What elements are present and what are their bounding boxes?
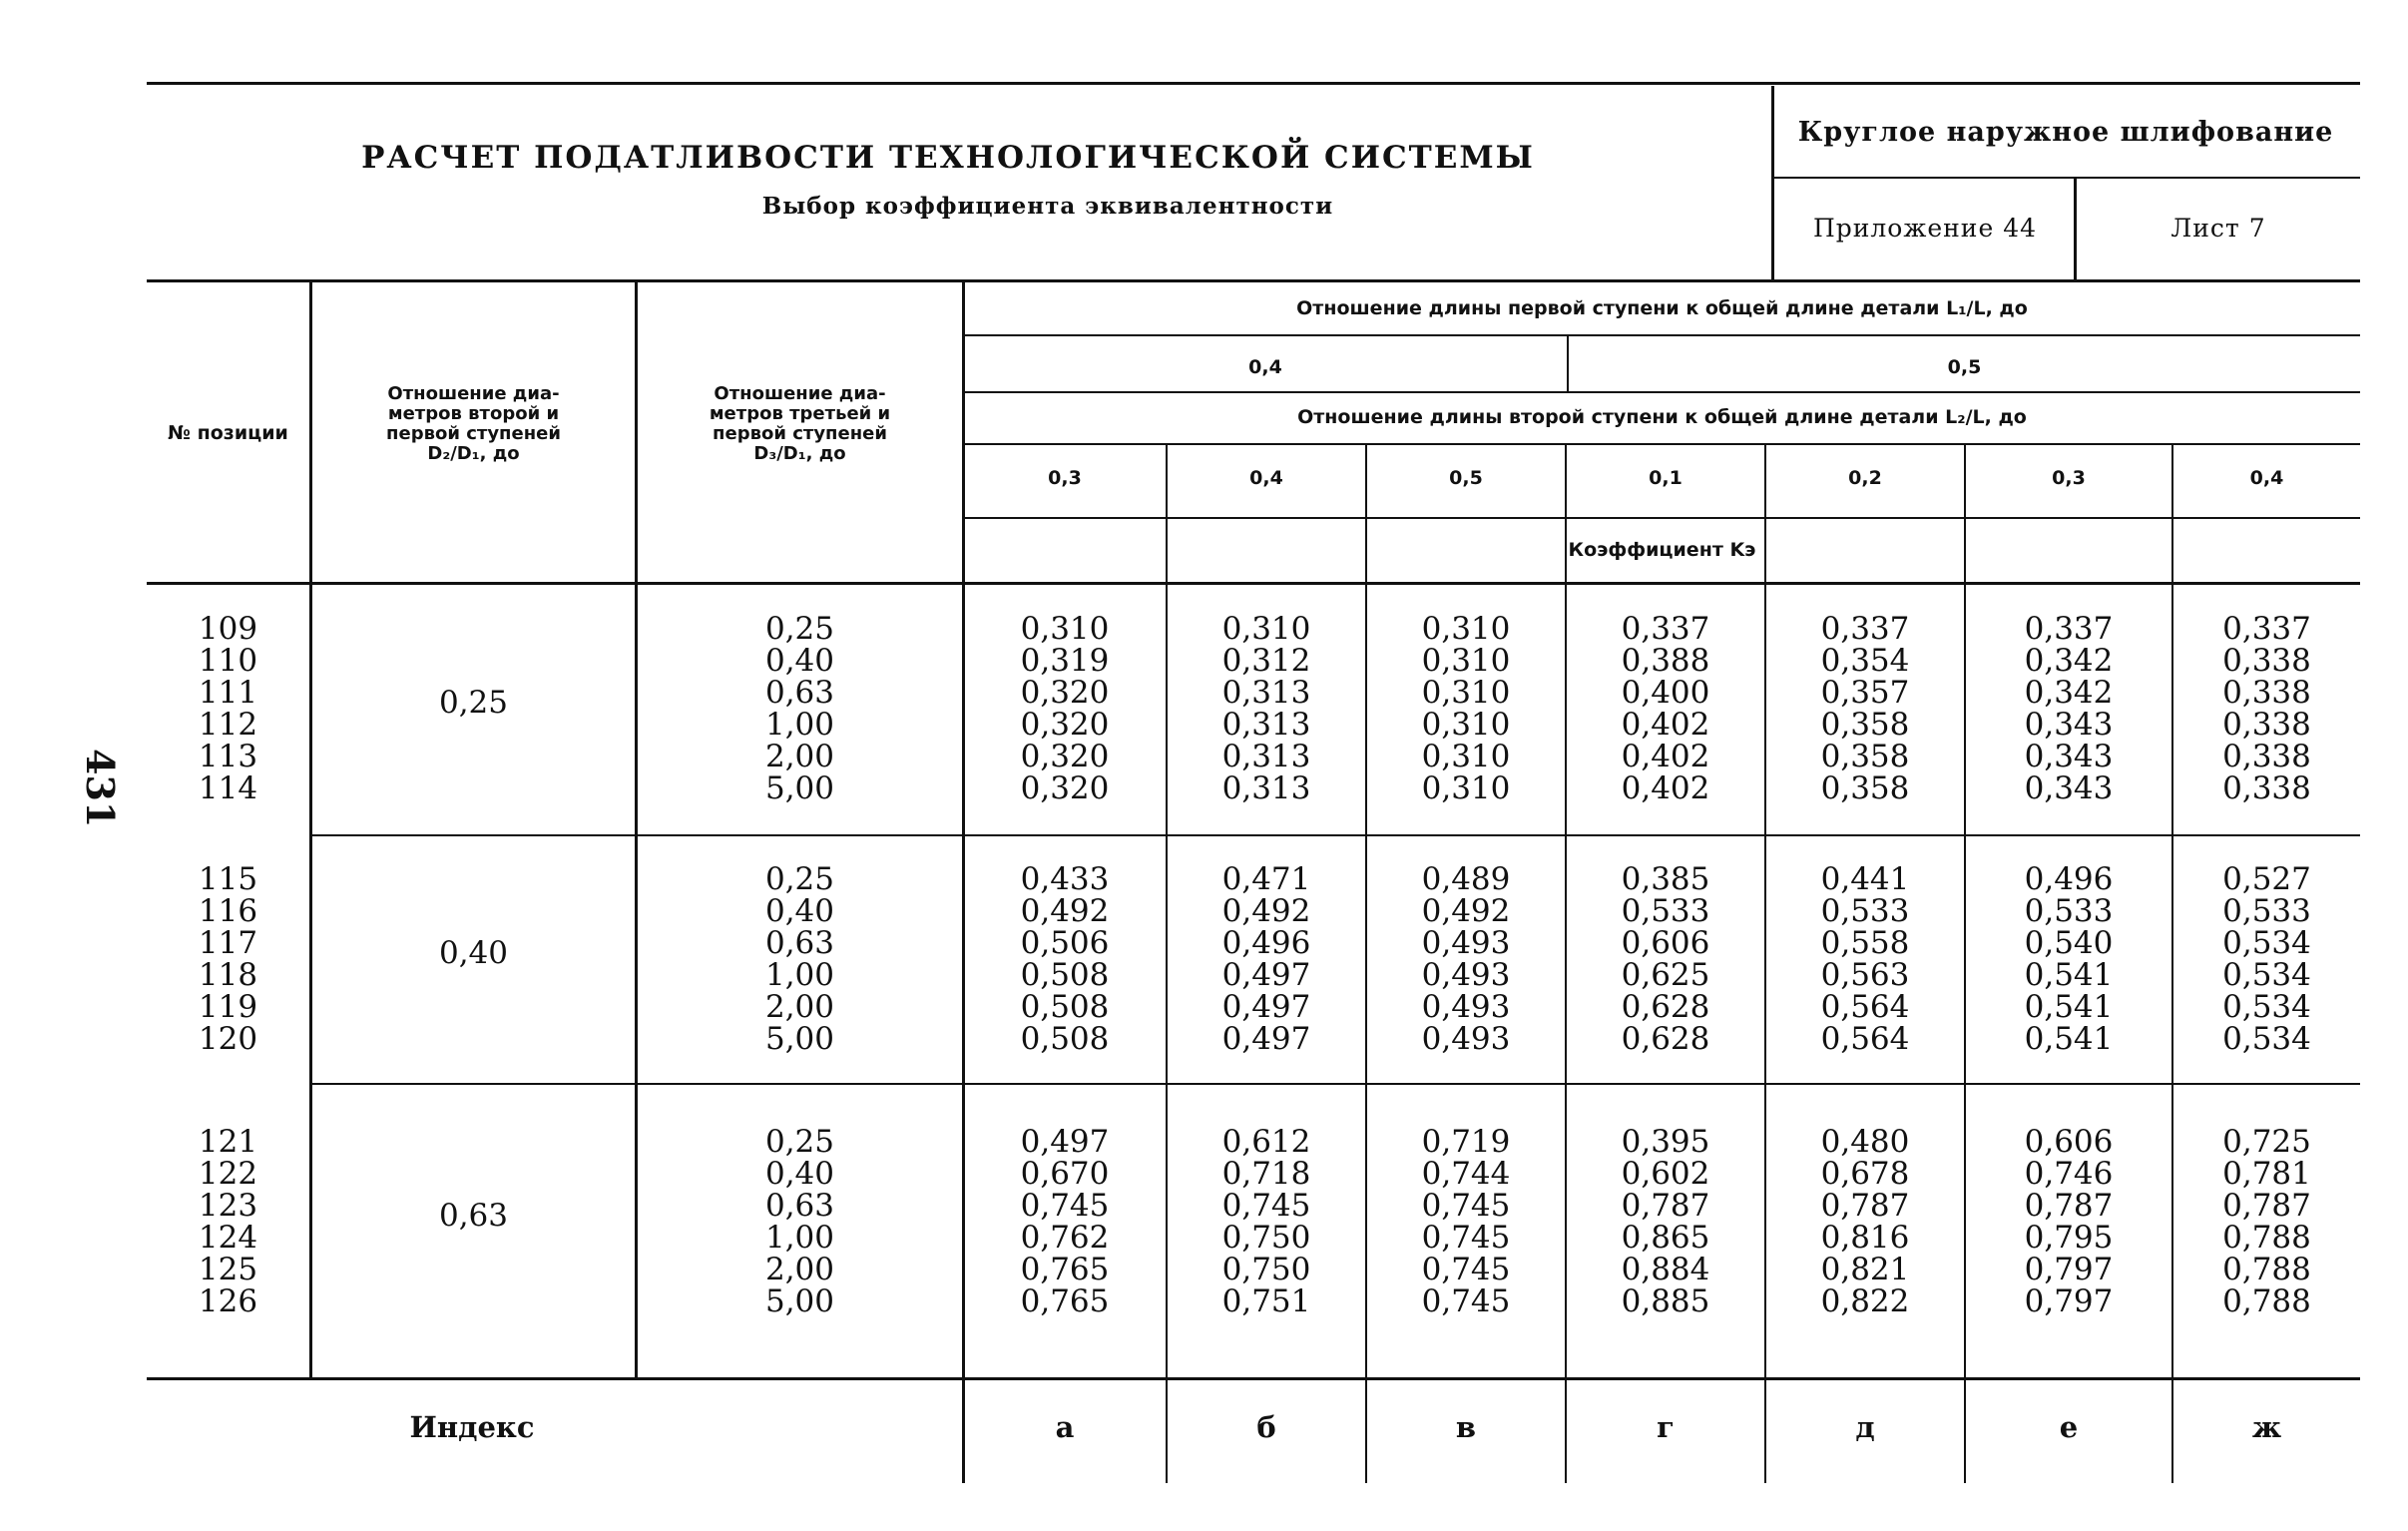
coefficient-cell: 0,788 [2222, 1283, 2311, 1319]
coefficient-cell: 0,337 [2222, 611, 2311, 647]
position-cell: 114 [198, 770, 258, 806]
position-cell: 110 [198, 643, 258, 679]
coefficient-column [1567, 613, 1764, 804]
position-column [147, 863, 309, 1055]
coefficient-column [2173, 613, 2360, 804]
coefficient-cell: 0,797 [2024, 1283, 2114, 1319]
coefficient-cell: 0,744 [1421, 1156, 1511, 1192]
coefficient-cell: 0,342 [2024, 643, 2114, 679]
coefficient-cell: 0,884 [1621, 1252, 1710, 1287]
header-d3d1 [638, 384, 962, 464]
header-d3d1-line-4: D₃/D₁, до [753, 443, 846, 464]
coefficient-cell: 0,395 [1621, 1124, 1710, 1160]
d3d1-cell: 5,00 [764, 1283, 835, 1319]
coefficient-cell: 0,606 [2024, 1124, 2114, 1160]
coefficient-cell: 0,534 [2222, 957, 2311, 993]
coefficient-cell: 0,402 [1621, 707, 1710, 743]
d3d1-column [638, 1126, 962, 1317]
d3d1-cell: 0,63 [764, 925, 835, 961]
d3d1-cell: 0,25 [764, 611, 835, 647]
header-d3d1-line-2: метров третьей и [709, 403, 891, 424]
coefficient-cell: 0,563 [1820, 957, 1910, 993]
coefficient-cell: 0,534 [2222, 1021, 2311, 1057]
d3d1-cell: 0,40 [764, 893, 835, 929]
index-value-6: е [2059, 1410, 2079, 1444]
coefficient-cell: 0,533 [1820, 893, 1910, 929]
coefficient-cell: 0,312 [1221, 643, 1311, 679]
coefficient-cell: 0,612 [1221, 1124, 1311, 1160]
coefficient-cell: 0,354 [1820, 643, 1910, 679]
d3d1-cell: 0,40 [764, 643, 835, 679]
coefficient-column [1567, 863, 1764, 1055]
coefficient-cell: 0,745 [1421, 1220, 1511, 1256]
coefficient-cell: 0,750 [1221, 1252, 1311, 1287]
coefficient-cell: 0,602 [1621, 1156, 1710, 1192]
coefficient-cell: 0,493 [1421, 1021, 1511, 1057]
header-coefficient [964, 539, 2360, 561]
coefficient-cell: 0,750 [1221, 1220, 1311, 1256]
coefficient-cell: 0,310 [1421, 611, 1511, 647]
coefficient-cell: 0,492 [1020, 893, 1110, 929]
d2d1-value: 0,25 [438, 685, 509, 721]
header-l2-value-3: 0,5 [1449, 467, 1483, 489]
coefficient-cell: 0,343 [2024, 739, 2114, 774]
d3d1-cell: 0,40 [764, 1156, 835, 1192]
coefficient-cell: 0,433 [1020, 861, 1110, 897]
coefficient-column [964, 1126, 1166, 1317]
coefficient-cell: 0,358 [1820, 739, 1910, 774]
coefficient-cell: 0,719 [1421, 1124, 1511, 1160]
index-value-1: а [1055, 1410, 1075, 1444]
coefficient-cell: 0,320 [1020, 707, 1110, 743]
position-cell: 121 [198, 1124, 258, 1160]
position-cell: 123 [198, 1188, 258, 1224]
header-d3d1-line-3: первой ступеней [713, 423, 887, 444]
coefficient-cell: 0,320 [1020, 675, 1110, 711]
coefficient-cell: 0,541 [2024, 1021, 2114, 1057]
index-label: Индекс [409, 1410, 535, 1444]
coefficient-cell: 0,480 [1820, 1124, 1910, 1160]
coefficient-column [1367, 1126, 1565, 1317]
coefficient-column [2173, 863, 2360, 1055]
d3d1-column [638, 863, 962, 1055]
header-l2: Отношение длины второй ступени к общей длине детали L₂/L, до [1297, 406, 2027, 428]
table-body-bottom-rule [147, 1377, 2360, 1380]
d3d1-cell: 0,25 [764, 1124, 835, 1160]
rule-l1-header [964, 334, 2360, 336]
position-cell: 118 [198, 957, 258, 993]
header-d2d1-line-2: метров второй и [387, 403, 560, 424]
d3d1-cell: 2,00 [764, 989, 835, 1025]
coefficient-cell: 0,310 [1020, 611, 1110, 647]
coefficient-cell: 0,337 [1621, 611, 1710, 647]
coefficient-cell: 0,310 [1421, 770, 1511, 806]
coefficient-cell: 0,320 [1020, 770, 1110, 806]
position-cell: 126 [198, 1283, 258, 1319]
coefficient-cell: 0,564 [1820, 1021, 1910, 1057]
coefficient-cell: 0,865 [1621, 1220, 1710, 1256]
coefficient-cell: 0,388 [1621, 643, 1710, 679]
coefficient-cell: 0,358 [1820, 770, 1910, 806]
coefficient-cell: 0,670 [1020, 1156, 1110, 1192]
d3d1-cell: 0,25 [764, 861, 835, 897]
header-d2d1-line-1: Отношение диа- [387, 383, 560, 404]
coefficient-cell: 0,765 [1020, 1283, 1110, 1319]
coefficient-cell: 0,534 [2222, 925, 2311, 961]
coefficient-column [1966, 613, 2171, 804]
coefficient-cell: 0,745 [1421, 1188, 1511, 1224]
index-value-5: д [1855, 1410, 1875, 1444]
coefficient-cell: 0,357 [1820, 675, 1910, 711]
coefficient-cell: 0,527 [2222, 861, 2311, 897]
coefficient-cell: 0,402 [1621, 739, 1710, 774]
coefficient-cell: 0,787 [2222, 1188, 2311, 1224]
coefficient-column [1966, 1126, 2171, 1317]
coefficient-cell: 0,508 [1020, 989, 1110, 1025]
coefficient-cell: 0,310 [1421, 675, 1511, 711]
page-number: 431 [78, 749, 123, 828]
coefficient-cell: 0,534 [2222, 989, 2311, 1025]
coefficient-column [1367, 863, 1565, 1055]
coefficient-cell: 0,493 [1421, 957, 1511, 993]
coefficient-cell: 0,606 [1621, 925, 1710, 961]
index-value-2: б [1256, 1410, 1276, 1444]
page-title: РАСЧЕТ ПОДАТЛИВОСТИ ТЕХНОЛОГИЧЕСКОЙ СИСТЕМЫ [361, 140, 1535, 176]
position-column [147, 1126, 309, 1317]
d2d1-value: 0,40 [438, 935, 509, 971]
header-d2d1-line-3: первой ступеней [386, 423, 561, 444]
coefficient-cell: 0,558 [1820, 925, 1910, 961]
d3d1-column [638, 613, 962, 804]
coefficient-cell: 0,338 [2222, 770, 2311, 806]
d3d1-cell: 1,00 [764, 707, 835, 743]
header-top-rule [147, 82, 2360, 85]
coefficient-cell: 0,745 [1421, 1283, 1511, 1319]
position-cell: 120 [198, 1021, 258, 1057]
coefficient-cell: 0,885 [1621, 1283, 1710, 1319]
coefficient-cell: 0,497 [1221, 957, 1311, 993]
header-l2-value-7: 0,4 [2249, 467, 2284, 489]
coefficient-cell: 0,564 [1820, 989, 1910, 1025]
header-d2d1-line-4: D₂/D₁, до [427, 443, 520, 464]
coefficient-cell: 0,337 [1820, 611, 1910, 647]
header-right-mid-rule [1774, 177, 2360, 179]
coefficient-cell: 0,795 [2024, 1220, 2114, 1256]
coefficient-cell: 0,788 [2222, 1252, 2311, 1287]
position-cell: 124 [198, 1220, 258, 1256]
coefficient-cell: 0,358 [1820, 707, 1910, 743]
coefficient-cell: 0,493 [1421, 989, 1511, 1025]
coefficient-cell: 0,746 [2024, 1156, 2114, 1192]
coefficient-cell: 0,725 [2222, 1124, 2311, 1160]
coefficient-cell: 0,338 [2222, 643, 2311, 679]
header-coefficient-label: Коэффициент Kэ [1568, 539, 1756, 561]
coefficient-cell: 0,497 [1221, 1021, 1311, 1057]
header-l1-value-1: 0,4 [1248, 356, 1282, 378]
coefficient-column [1168, 1126, 1365, 1317]
coefficient-cell: 0,540 [2024, 925, 2114, 961]
coefficient-cell: 0,338 [2222, 675, 2311, 711]
coefficient-cell: 0,310 [1421, 707, 1511, 743]
coefficient-cell: 0,497 [1221, 989, 1311, 1025]
coefficient-cell: 0,319 [1020, 643, 1110, 679]
coefficient-cell: 0,310 [1421, 739, 1511, 774]
header-l1-value-2: 0,5 [1947, 356, 1982, 378]
sheet-label: Лист 7 [2170, 214, 2266, 243]
d3d1-cell: 2,00 [764, 739, 835, 774]
d3d1-cell: 1,00 [764, 957, 835, 993]
coefficient-cell: 0,787 [1621, 1188, 1710, 1224]
coefficient-cell: 0,320 [1020, 739, 1110, 774]
appendix-label: Приложение 44 [1812, 214, 2038, 243]
position-cell: 122 [198, 1156, 258, 1192]
coefficient-cell: 0,343 [2024, 707, 2114, 743]
coefficient-cell: 0,541 [2024, 989, 2114, 1025]
d3d1-cell: 1,00 [764, 1220, 835, 1256]
coefficient-cell: 0,310 [1421, 643, 1511, 679]
d3d1-cell: 0,63 [764, 675, 835, 711]
coefficient-cell: 0,745 [1020, 1188, 1110, 1224]
coefficient-cell: 0,402 [1621, 770, 1710, 806]
header-l2-value-6: 0,3 [2052, 467, 2086, 489]
header-d2d1 [312, 384, 635, 464]
index-value-4: г [1657, 1410, 1675, 1444]
coefficient-cell: 0,678 [1820, 1156, 1910, 1192]
position-cell: 113 [198, 739, 258, 774]
d3d1-cell: 2,00 [764, 1252, 835, 1287]
coefficient-cell: 0,343 [2024, 770, 2114, 806]
position-cell: 112 [198, 707, 258, 743]
group-separator-2 [311, 1083, 2360, 1085]
header-l1: Отношение длины первой ступени к общей длине детали L₁/L, до [1296, 297, 2028, 319]
coefficient-cell: 0,718 [1221, 1156, 1311, 1192]
index-value-3: в [1455, 1410, 1477, 1444]
coefficient-cell: 0,533 [1621, 893, 1710, 929]
coefficient-cell: 0,822 [1820, 1283, 1910, 1319]
coefficient-column [1168, 613, 1365, 804]
coefficient-cell: 0,628 [1621, 1021, 1710, 1057]
coefficient-cell: 0,338 [2222, 707, 2311, 743]
header-d3d1-line-1: Отношение диа- [714, 383, 886, 404]
section-name: Круглое наружное шлифование [1797, 117, 2334, 148]
header-l2-value-4: 0,1 [1649, 467, 1683, 489]
coefficient-cell: 0,400 [1621, 675, 1710, 711]
coefficient-cell: 0,489 [1421, 861, 1511, 897]
coefficient-cell: 0,492 [1421, 893, 1511, 929]
index-value-7: ж [2251, 1410, 2282, 1444]
coefficient-cell: 0,765 [1020, 1252, 1110, 1287]
coefficient-cell: 0,745 [1421, 1252, 1511, 1287]
coefficient-cell: 0,787 [1820, 1188, 1910, 1224]
coefficient-cell: 0,508 [1020, 1021, 1110, 1057]
coefficient-cell: 0,497 [1020, 1124, 1110, 1160]
rule-l1-values [964, 391, 2360, 393]
coefficient-cell: 0,496 [2024, 861, 2114, 897]
coefficient-column [1966, 863, 2171, 1055]
coefficient-column [1567, 1126, 1764, 1317]
position-cell: 117 [198, 925, 258, 961]
coefficient-cell: 0,385 [1621, 861, 1710, 897]
rule-l2-values [964, 517, 2360, 519]
coefficient-column [964, 613, 1166, 804]
coefficient-column [1367, 613, 1565, 804]
header-l2-value-1: 0,3 [1048, 467, 1082, 489]
table-top-rule [147, 279, 2360, 282]
coefficient-cell: 0,493 [1421, 925, 1511, 961]
coefficient-cell: 0,628 [1621, 989, 1710, 1025]
position-cell: 125 [198, 1252, 258, 1287]
coefficient-cell: 0,751 [1221, 1283, 1311, 1319]
coefficient-cell: 0,625 [1621, 957, 1710, 993]
header-position: № позиции [168, 422, 288, 444]
coefficient-cell: 0,745 [1221, 1188, 1311, 1224]
coefficient-column [1766, 1126, 1964, 1317]
position-cell: 109 [198, 611, 258, 647]
header-l2-value-2: 0,4 [1249, 467, 1283, 489]
coefficient-column [1766, 613, 1964, 804]
group-separator-1 [311, 834, 2360, 836]
table-header-bottom-rule [147, 582, 2360, 585]
position-cell: 111 [198, 675, 258, 711]
coefficient-column [1766, 863, 1964, 1055]
coefficient-cell: 0,313 [1221, 707, 1311, 743]
d3d1-cell: 0,63 [764, 1188, 835, 1224]
coefficient-cell: 0,781 [2222, 1156, 2311, 1192]
position-cell: 119 [198, 989, 258, 1025]
coefficient-cell: 0,541 [2024, 957, 2114, 993]
d3d1-cell: 5,00 [764, 1021, 835, 1057]
coefficient-cell: 0,496 [1221, 925, 1311, 961]
coefficient-cell: 0,342 [2024, 675, 2114, 711]
coefficient-cell: 0,441 [1820, 861, 1910, 897]
coefficient-cell: 0,492 [1221, 893, 1311, 929]
d3d1-cell: 5,00 [764, 770, 835, 806]
coefficient-column [964, 863, 1166, 1055]
coefficient-cell: 0,762 [1020, 1220, 1110, 1256]
coefficient-cell: 0,310 [1221, 611, 1311, 647]
position-column [147, 613, 309, 804]
coefficient-cell: 0,816 [1820, 1220, 1910, 1256]
page-subtitle: Выбор коэффициента эквивалентности [761, 193, 1334, 220]
d2d1-value: 0,63 [438, 1198, 509, 1234]
coefficient-cell: 0,797 [2024, 1252, 2114, 1287]
coefficient-cell: 0,821 [1820, 1252, 1910, 1287]
coefficient-cell: 0,313 [1221, 675, 1311, 711]
coefficient-cell: 0,787 [2024, 1188, 2114, 1224]
header-divider [1771, 86, 1774, 281]
coefficient-cell: 0,337 [2024, 611, 2114, 647]
coefficient-cell: 0,506 [1020, 925, 1110, 961]
coefficient-cell: 0,788 [2222, 1220, 2311, 1256]
coefficient-cell: 0,508 [1020, 957, 1110, 993]
coefficient-cell: 0,313 [1221, 770, 1311, 806]
position-cell: 115 [198, 861, 258, 897]
coefficient-cell: 0,533 [2024, 893, 2114, 929]
coefficient-column [1168, 863, 1365, 1055]
coefficient-cell: 0,533 [2222, 893, 2311, 929]
coefficient-cell: 0,338 [2222, 739, 2311, 774]
coefficient-column [2173, 1126, 2360, 1317]
coefficient-cell: 0,471 [1221, 861, 1311, 897]
coefficient-cell: 0,313 [1221, 739, 1311, 774]
rule-l2-header [964, 443, 2360, 445]
position-cell: 116 [198, 893, 258, 929]
header-l2-value-5: 0,2 [1848, 467, 1882, 489]
